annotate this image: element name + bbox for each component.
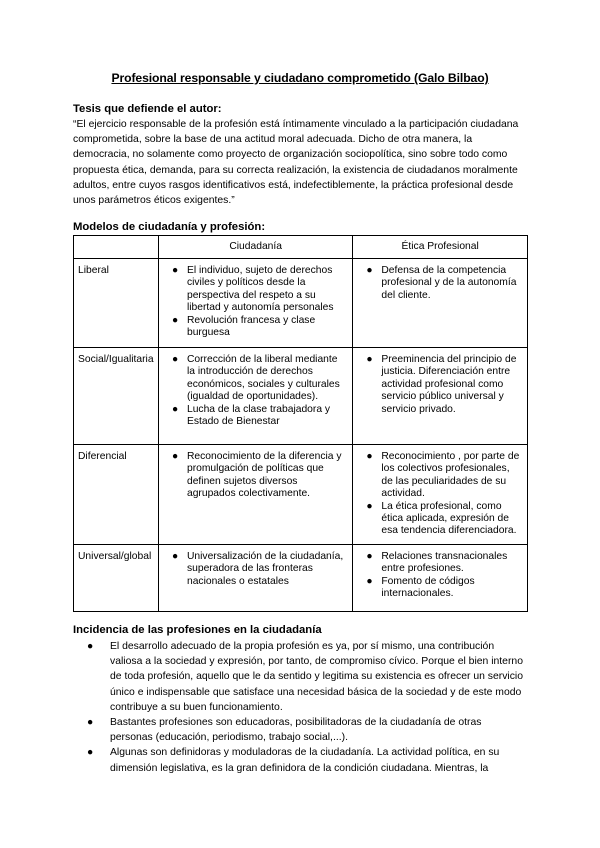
list-item [171,550,346,588]
incidence-list [87,639,527,776]
bullet-icon: ● [171,451,179,462]
bullet-icon: ● [171,265,179,276]
table-row [74,348,528,445]
cell-ciudadania [158,445,352,545]
bullet-icon: ● [366,451,373,462]
list-item [87,715,527,745]
cell-list [353,545,527,607]
bullet-icon: ● [171,354,179,365]
list-item-text: Reconocimiento , por parte de los colectivos profesionales, de las peculiaridades de su actividad. [381,451,520,500]
bullet-icon: ● [366,550,373,562]
table-row [74,445,528,545]
cell-list [353,445,527,544]
bullet-icon: ● [87,747,94,759]
list-item [171,314,346,340]
list-item-text: La ética profesional, como ética aplicada, expresión de esa tendencia diferenciadora. [381,500,517,537]
list-item-text: Corrección de la liberal mediante la introducción de derechos económicos, sociales y culturales (igualdad de oportunidades). [186,354,340,403]
header-empty [74,236,159,259]
bullet-icon: ● [366,575,373,587]
table-row [74,544,528,611]
bullet-icon: ● [366,500,373,512]
header-ciudadania: Ciudadanía [158,236,352,259]
thesis-quote: “El ejercicio responsable de la profesión está íntimamente vinculado a la participación ciudadana comprometida, sobre la base de una actitud moral adecuada. Dicho de otra manera, la democracia, no solamente como proyecto de organización sociopolítica, sino sobre todo como propuesta ética, demanda, para su correcta realización, la existencia de ciudadanos moralmente adultos, entre cuyos rasgos identificativos está, indefectiblemente, la práctica profesional desde unos parámetros éticos exigentes.” [73,119,519,207]
cell-etica [353,259,528,348]
list-item-text: Defensa de la competencia profesional y de la autonomía del cliente. [381,265,517,301]
list-item-text: El desarrollo adecuado de la propia profesión es ya, por sí mismo, una contribución valiosa a la sociedad y expresión, por tanto, de compromiso cívico. Porque el bien interno de toda profesión, aquello que le da sentido y legitima su existencia es ofrecer un servicio único e indispensable que satisface una necesidad básica de la sociedad y de este modo contribuye a su buen funcionamiento. [110,641,523,713]
list-item [171,403,346,429]
row-label: Social/Igualitaria [74,348,159,445]
list-item [87,639,527,715]
list-item [366,451,521,501]
bullet-icon: ● [171,314,179,326]
list-item [87,745,527,775]
bullet-icon: ● [87,641,94,652]
list-item-text: Universalización de la ciudadanía, superadora de las fronteras nacionales o estatales [186,550,344,587]
cell-ciudadania [158,259,352,348]
list-item-text: Lucha de la clase trabajadora y Estado de Bienestar [186,403,331,428]
bullet-icon: ● [87,717,94,729]
models-heading: Modelos de ciudadanía y profesión: [73,221,266,233]
list-item [366,500,521,538]
document-title: Profesional responsable y ciudadano comprometido (Galo Bilbao) [111,71,489,85]
thesis-heading: Tesis que defiende el autor: [73,103,222,115]
list-item-text: Preeminencia del principio de justicia. Diferenciación entre actividad profesional como servicio público universal y servicio privado. [381,354,517,415]
cell-list [159,348,352,434]
cell-etica [353,544,528,611]
list-item-text: Revolución francesa y clase burguesa [186,314,316,339]
cell-etica [353,348,528,445]
list-item [366,265,521,302]
list-item [366,354,521,416]
table-header-row [74,236,528,259]
list-item [366,550,521,576]
list-item [171,265,346,315]
row-label: Universal/global [74,544,159,611]
list-item-text: Bastantes profesiones son educadoras, posibilitadoras de la ciudadanía de otras personas (educación, periodismo, trabajo social,...). [110,717,482,744]
incidence-heading: Incidencia de las profesiones en la ciudadanía [73,624,322,636]
models-table [73,235,528,612]
row-label: Liberal [74,259,159,348]
list-item-text: El individuo, sujeto de derechos civiles y políticos desde la perspectiva del respeto a su libertad y autonomía personales [186,265,334,314]
header-etica: Ética Profesional [353,236,528,259]
list-item-text: Relaciones transnacionales entre profesiones. [381,550,508,575]
cell-ciudadania [158,348,352,445]
bullet-icon: ● [366,265,373,276]
bullet-icon: ● [366,354,373,365]
list-item [366,575,521,601]
cell-list [159,259,352,345]
table-row [74,259,528,348]
list-item [171,451,346,501]
cell-ciudadania [158,544,352,611]
list-item-text: Algunas son definidoras y moduladoras de la ciudadanía. La actividad política, en su dimensión legislativa, es la gran definidora de la condición ciudadana. Mientras, la [110,747,500,774]
list-item-text: Reconocimiento de la diferencia y promulgación de políticas que definen sujetos diversos agrupados colectivamente. [186,451,342,500]
cell-list [353,348,527,422]
list-item-text: Fomento de códigos internacionales. [381,575,475,600]
cell-list [353,259,527,308]
bullet-icon: ● [171,550,179,562]
cell-etica [353,445,528,545]
cell-list [159,545,352,594]
row-label: Diferencial [74,445,159,545]
cell-list [159,445,352,507]
bullet-icon: ● [171,403,179,415]
list-item [171,354,346,404]
